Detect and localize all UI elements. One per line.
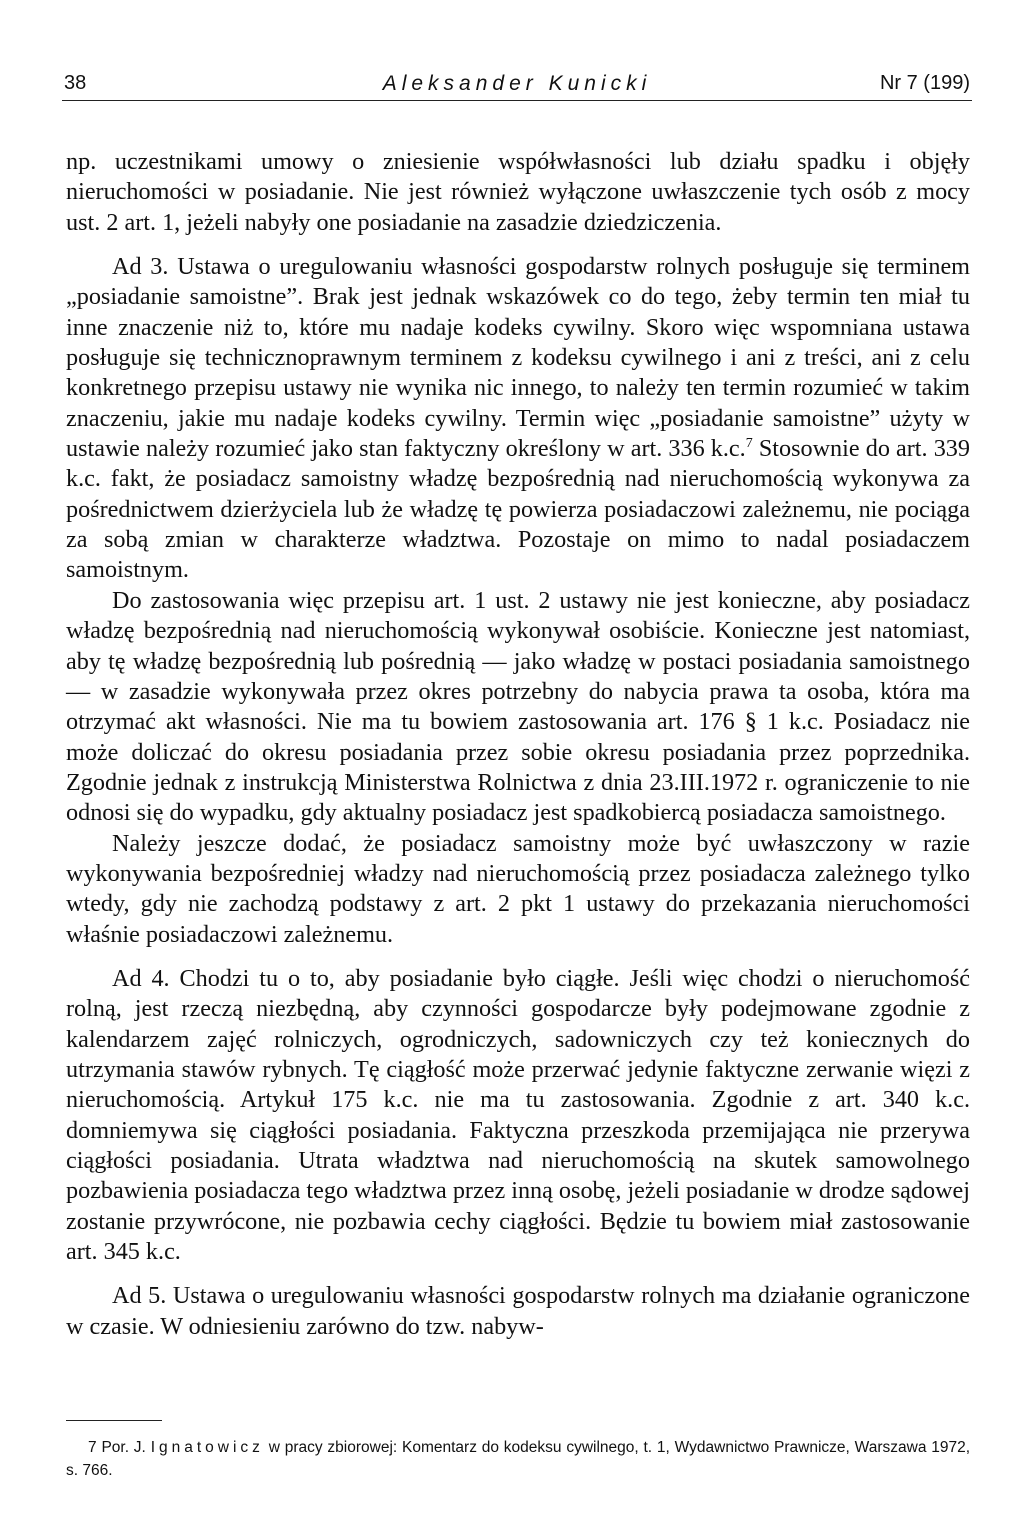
- footnote-text: w pracy zbiorowej: Komentarz do kodeksu cywilnego, t. 1, Wydawnictwo Prawnicze, Warszawa 1972, s. 766.: [66, 1439, 971, 1479]
- footnote-separator: [66, 1420, 162, 1421]
- paragraph-1: np. uczestnikami umowy o zniesienie współwłasności lub działu spadku i objęły nieruchomości w posiadanie. Nie jest również wyłączone uwłaszczenie tych osób z mocy ust. 2 art. 1, jeżeli nabyły one posiadanie na zasadzie dziedziczenia.: [66, 148, 970, 236]
- paragraph-6: Ad 5. Ustawa o uregulowaniu własności gospodarstw rolnych ma działanie ograniczone w czasie. W odniesieniu zarówno do tzw. nabyw-: [66, 1282, 970, 1340]
- paragraph-4: Należy jeszcze dodać, że posiadacz samoistny może być uwłaszczony w razie wykonywania bezpośredniej władzy nad nieruchomością przez posiadacza zależnego tylko wtedy, gdy nie zachodzą podstawy z art. 2 pkt 1 ustawy do przekazania nieruchomości właśnie posiadaczowi zależnemu.: [66, 829, 970, 948]
- paragraph-3: Do zastosowania więc przepisu art. 1 ust. 2 ustawy nie jest konieczne, aby posiadacz władzę bezpośrednią nad nieruchomością wykonywał osobiście. Konieczne jest natomiast, aby tę władzę bezpośrednią lub pośrednią — jako władzę w postaci posiadania samoistnego — w zasadzie wykonywała przez okres potrzebny do nabycia prawa ta osoba, która ma otrzymać akt własności. Nie ma tu bowiem zastosowania art. 176 § 1 k.c. Posiadacz nie może doliczać do okresu posiadania przez sobie okresu posiadania przez poprzednika. Zgodnie jednak z instrukcją Ministerstwa Rolnictwa z dnia 23.III.1972 r. ograniczenie to nie odnosi się do wypadku, gdy aktualny posiadacz jest spadkobiercą posiadacza samoistnego.: [66, 586, 970, 827]
- running-head-author: Aleksander Kunicki: [382, 72, 652, 95]
- body-text: [66, 147, 970, 1342]
- running-header: [62, 62, 972, 101]
- paragraph-2: [66, 252, 970, 586]
- paragraph-2-text-continued: Stosownie do art. 339 k.c. fakt, że posiadacz samoistny władzę bezpośrednią nad nieruchomością wykonywa za pośrednictwem dzierżyciela lub że władzę tę powierza posiadaczowi zależnemu, nie pociąga za sobą zmian w charakterze władztwa. Pozostaje on mimo to nadal posiadaczem samoistnym.: [66, 435, 970, 584]
- issue-number: Nr 7 (199): [879, 72, 970, 94]
- footnote-reference: 7: [745, 436, 753, 452]
- footnote: [66, 1436, 970, 1482]
- footnote-author: Ignatowicz: [150, 1439, 264, 1456]
- footnote-prefix: Por. J.: [101, 1439, 146, 1456]
- paragraph-2-text: Ad 3. Ustawa o uregulowaniu własności gospodarstw rolnych posługuje się terminem „posiadanie samoistne”. Brak jest jednak wskazówek co do tego, żeby termin ten miał tu inne znaczenie niż to, które mu nadaje kodeks cywilny. Skoro więc wspomniana ustawa posługuje się technicznoprawnym terminem z kodeksu cywilnego i ani z treści, ani z celu konkretnego przepisu ustawy nie wynika nic innego, to należy ten termin rozumieć w takim znaczeniu, jakie mu nadaje kodeks cywilny. Termin więc „posiadanie samoistne” użyty w ustawie należy rozumieć jako stan faktyczny określony w art. 336 k.c.: [66, 253, 970, 463]
- footnote-number: 7: [88, 1439, 97, 1456]
- page-number: 38: [64, 72, 87, 94]
- paragraph-5: Ad 4. Chodzi tu o to, aby posiadanie było ciągłe. Jeśli więc chodzi o nieruchomość rolną, jest rzeczą niezbędną, aby czynności gospodarcze były podejmowane zgodnie z kalendarzem zajęć rolniczych, ogrodniczych, sadowniczych czy też koniecznych do utrzymania stawów rybnych. Tę ciągłość może przerwać jedynie faktyczne zerwanie więzi z nieruchomością. Artykuł 175 k.c. nie ma tu zastosowania. Zgodnie z art. 340 k.c. domniemywa się ciągłości posiadania. Faktyczna przeszkoda przemijająca nie przerywa ciągłości posiadania. Utrata władztwa nad nieruchomością na skutek samowolnego pozbawienia posiadacza tego władztwa przez inną osobę, jeżeli posiadanie w drodze sądowej zostanie przywrócone, nie pozbawia cechy ciągłości. Będzie tu bowiem miał zastosowanie art. 345 k.c.: [66, 964, 970, 1266]
